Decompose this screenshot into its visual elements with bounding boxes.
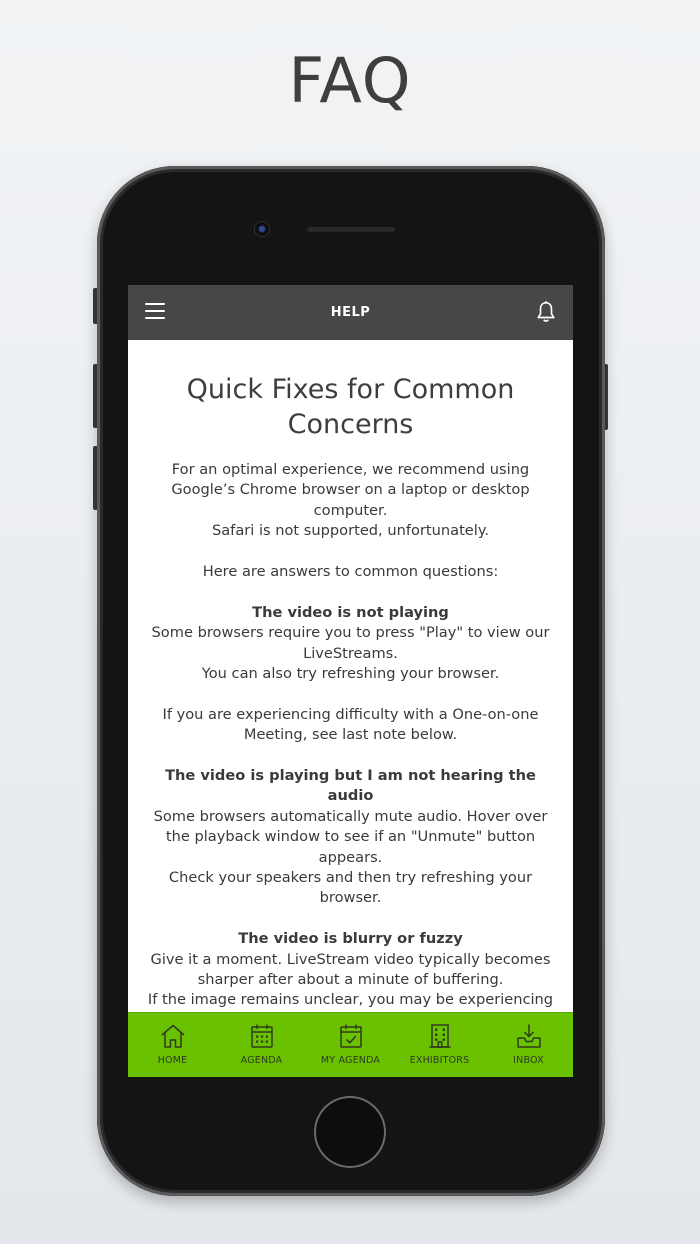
faq-question: The video is blurry or fuzzy	[238, 930, 463, 948]
home-button	[314, 1096, 386, 1168]
earpiece-speaker	[306, 225, 396, 232]
home-icon	[159, 1022, 187, 1050]
app-screen	[128, 285, 573, 1077]
bell-icon[interactable]	[535, 300, 557, 324]
tab-label: HOME	[157, 1055, 188, 1066]
faq-answer: Some browsers automatically mute audio. Hover over the playback window to see if an "Unmute" button appears.	[153, 807, 548, 866]
faq-question: The video is playing but I am not hearing the audio	[165, 767, 536, 805]
bottom-tab-bar	[128, 1012, 573, 1077]
faq-question: The video is not playing	[252, 603, 449, 621]
intro-text: Safari is not supported, unfortunately.	[211, 522, 490, 540]
page-heading: FAQ	[288, 44, 412, 117]
answers-intro: Here are answers to common questions:	[202, 563, 499, 581]
calendar-check-icon	[337, 1022, 365, 1050]
content-title: Quick Fixes for Common Concerns	[186, 374, 515, 440]
inbox-download-icon	[515, 1022, 543, 1050]
tab-agenda[interactable]	[217, 1013, 306, 1077]
faq-answer: If the image remains unclear, you may be experiencing	[147, 991, 554, 1009]
tab-label: INBOX	[513, 1055, 544, 1066]
top-bar-title: HELP	[330, 305, 371, 320]
tab-label: EXHIBITORS	[409, 1055, 470, 1066]
tab-home[interactable]	[128, 1013, 217, 1077]
calendar-icon	[248, 1022, 276, 1050]
help-content	[128, 340, 573, 1012]
faq-answer: Give it a moment. LiveStream video typically becomes sharper after about a minute of buffering.	[150, 950, 551, 989]
tab-my-agenda[interactable]	[306, 1013, 395, 1077]
faq-answer: If you are experiencing difficulty with a One-on-one Meeting, see last note below.	[162, 705, 539, 744]
tab-label: MY AGENDA	[320, 1055, 381, 1066]
tab-inbox[interactable]	[484, 1013, 573, 1077]
tab-label: AGENDA	[240, 1055, 283, 1066]
building-icon	[426, 1022, 454, 1050]
tab-exhibitors[interactable]	[395, 1013, 484, 1077]
top-bar	[128, 285, 573, 340]
faq-answer: Some browsers require you to press "Play" to view our LiveStreams.	[151, 624, 550, 662]
faq-answer: Check your speakers and then try refreshing your browser.	[168, 869, 533, 907]
intro-text: For an optimal experience, we recommend using Google’s Chrome browser on a laptop or desktop computer.	[171, 461, 530, 519]
faq-answer: You can also try refreshing your browser.	[201, 665, 500, 683]
front-camera	[255, 222, 269, 236]
